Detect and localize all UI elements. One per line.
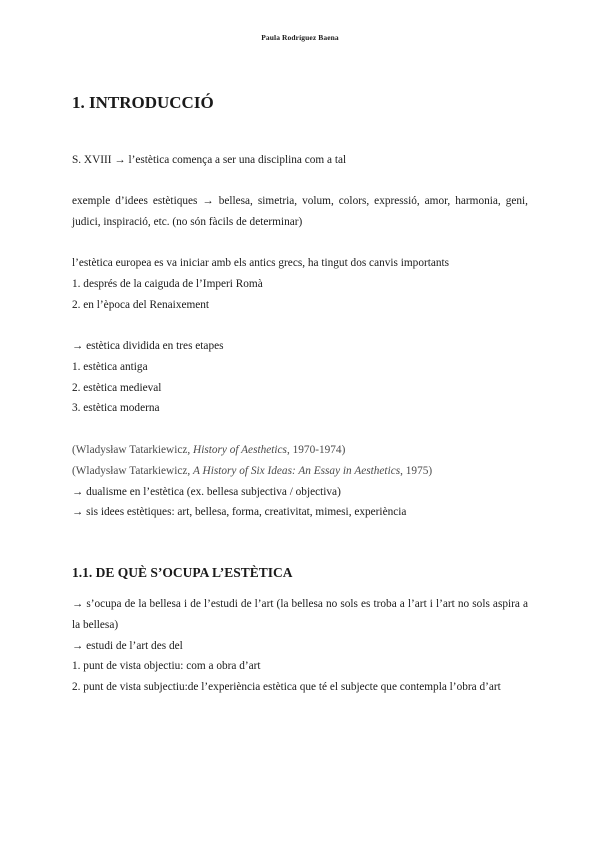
text-study: → estudi de l’art des del [72, 639, 183, 652]
text-examples: exemple d’idees estètiques → bellesa, simetria, volum, colors, expressió, amor, harmonia, geni, judici, inspiració, etc. (no són fàcils de determinar) [72, 195, 528, 228]
text-six-ideas: → sis idees estètiques: art, bellesa, forma, creativitat, mimesi, experiència [72, 506, 407, 519]
text-beauty: → s’ocupa de la bellesa i de l’estudi de l’art (la bellesa no sols es troba a l’art i l’art no sols aspira a la bellesa) [72, 598, 528, 631]
paragraph-european [72, 253, 528, 315]
reference-1 [72, 440, 528, 461]
list-item-point-1: 1. punt de vista objectiu: com a obra d’art [72, 660, 261, 673]
paragraph-references [72, 440, 528, 523]
reference-1-title: History of Aesthetics [193, 444, 287, 456]
reference-1-prefix: (Wladysław Tatarkiewicz, [72, 444, 194, 456]
reference-1-suffix: , 1970-1974) [286, 444, 346, 456]
text-stages-intro: → estètica dividida en tres etapes [72, 340, 224, 352]
text-european: l’estètica europea es va iniciar amb els antics grecs, ha tingut dos canvis importants [72, 257, 450, 269]
paragraph-sxviii [72, 150, 528, 171]
text-dualism: → dualisme en l’estètica (ex. bellesa subjectiva / objectiva) [72, 485, 341, 498]
paragraph-examples [72, 191, 528, 233]
text-sxviii: S. XVIII → l’estètica comença a ser una disciplina com a tal [72, 154, 347, 166]
paragraph-stages [72, 336, 528, 419]
reference-2-title: A History of Six Ideas: An Essay in Aesthetics [193, 464, 401, 477]
list-item-stage-1: 1. estètica antiga [72, 360, 148, 373]
reference-2 [72, 461, 528, 482]
section-title-de-que-s-ocupa: 1.1. DE QUÈ S’OCUPA L’ESTÈTICA [72, 565, 293, 580]
list-item-change-1: 1. després de la caiguda de l’Imperi Romà [72, 277, 263, 290]
reference-2-prefix: (Wladysław Tatarkiewicz, [72, 464, 194, 477]
section-title-introduccio: 1. INTRODUCCIÓ [72, 93, 214, 112]
list-item-change-2: 2. en l’època del Renaixement [72, 298, 210, 311]
list-item-point-2: 2. punt de vista subjectiu:de l’experiència estètica que té el subjecte que contempla l’obra d’art [72, 681, 501, 694]
paragraph-beauty [72, 594, 528, 698]
page-header-author: Paula Rodríguez Baena [261, 33, 339, 42]
list-item-stage-2: 2. estètica medieval [72, 381, 162, 394]
reference-2-suffix: , 1975) [400, 464, 433, 477]
list-item-stage-3: 3. estètica moderna [72, 402, 160, 415]
